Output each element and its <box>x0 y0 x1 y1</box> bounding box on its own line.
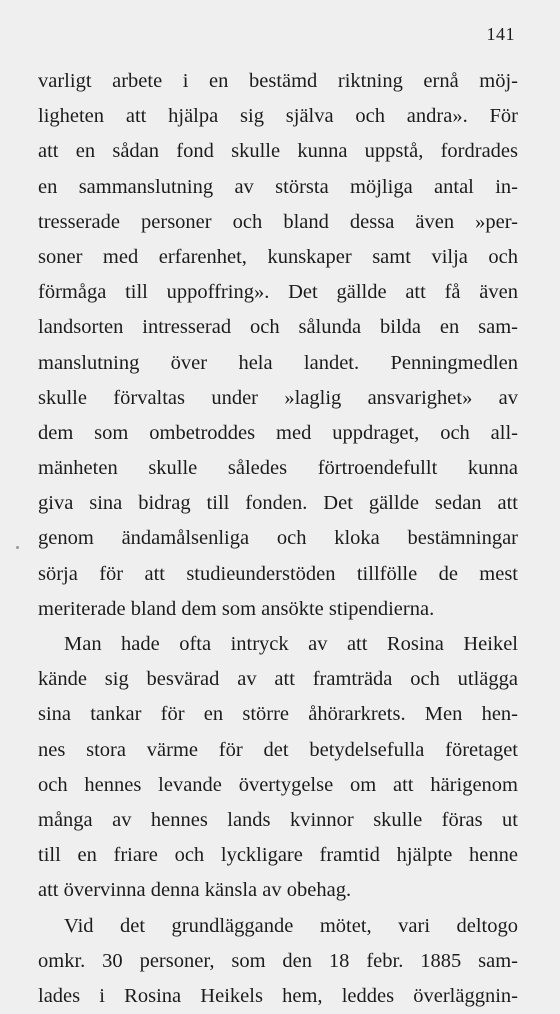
text-line: kände sig besvärad av att framträda och utlägga <box>38 668 518 691</box>
text-line: varligt arbete i en bestämd riktning ernå möj- <box>38 70 518 92</box>
text-line: en sammanslutning av största möjliga antal in- <box>38 175 518 198</box>
text-line: Vid det grundläggande mötet, vari deltogo <box>64 914 518 937</box>
text-line: ligheten att hjälpa sig själva och andra». För <box>38 105 518 128</box>
text-line: giva sina bidrag till fonden. Det gällde sedan att <box>38 492 518 515</box>
text-line: dem som ombetroddes med uppdraget, och all- <box>38 421 518 444</box>
text-line: många av hennes lands kvinnor skulle föras ut <box>38 808 518 831</box>
text-line: manslutning över hela landet. Penningmedlen <box>38 351 518 374</box>
text-line: skulle förvaltas under »laglig ansvarighet» av <box>38 386 518 409</box>
page-number: 141 <box>486 24 515 44</box>
text-line: sina tankar för en större åhörarkrets. Men hen- <box>38 703 518 726</box>
text-line: meriterade bland dem som ansökte stipendierna. <box>38 597 435 620</box>
text-line: genom ändamålsenliga och kloka bestämningar <box>38 527 518 550</box>
text-line: att en sådan fond skulle kunna uppstå, fordrades <box>38 140 518 163</box>
text-line: nes stora värme för det betydelsefulla företaget <box>38 738 518 761</box>
text-line: omkr. 30 personer, som den 18 febr. 1885 sam- <box>38 949 518 972</box>
text-line: till en friare och lyckligare framtid hjälpte henne <box>38 844 518 867</box>
text-line: att övervinna denna känsla av obehag. <box>38 879 352 902</box>
text-line: landsorten intresserad och sålunda bilda en sam- <box>38 316 518 339</box>
text-line: tresserade personer och bland dessa även »per- <box>38 210 518 233</box>
paper-speck <box>16 546 19 549</box>
text-line: mänheten skulle således förtroendefullt kunna <box>38 457 518 480</box>
text-line: sörja för att studieunderstöden tillfölle de mest <box>38 562 518 585</box>
text-line: och hennes levande övertygelse om att härigenom <box>38 773 518 796</box>
text-line: förmåga till uppoffring». Det gällde att få även <box>38 281 518 304</box>
text-line: lades i Rosina Heikels hem, leddes överläggnin- <box>38 984 518 1007</box>
body-text <box>38 64 518 1014</box>
text-line: Man hade ofta intryck av att Rosina Heikel <box>64 633 518 655</box>
text-line: soner med erfarenhet, kunskaper samt vilja och <box>38 245 518 268</box>
